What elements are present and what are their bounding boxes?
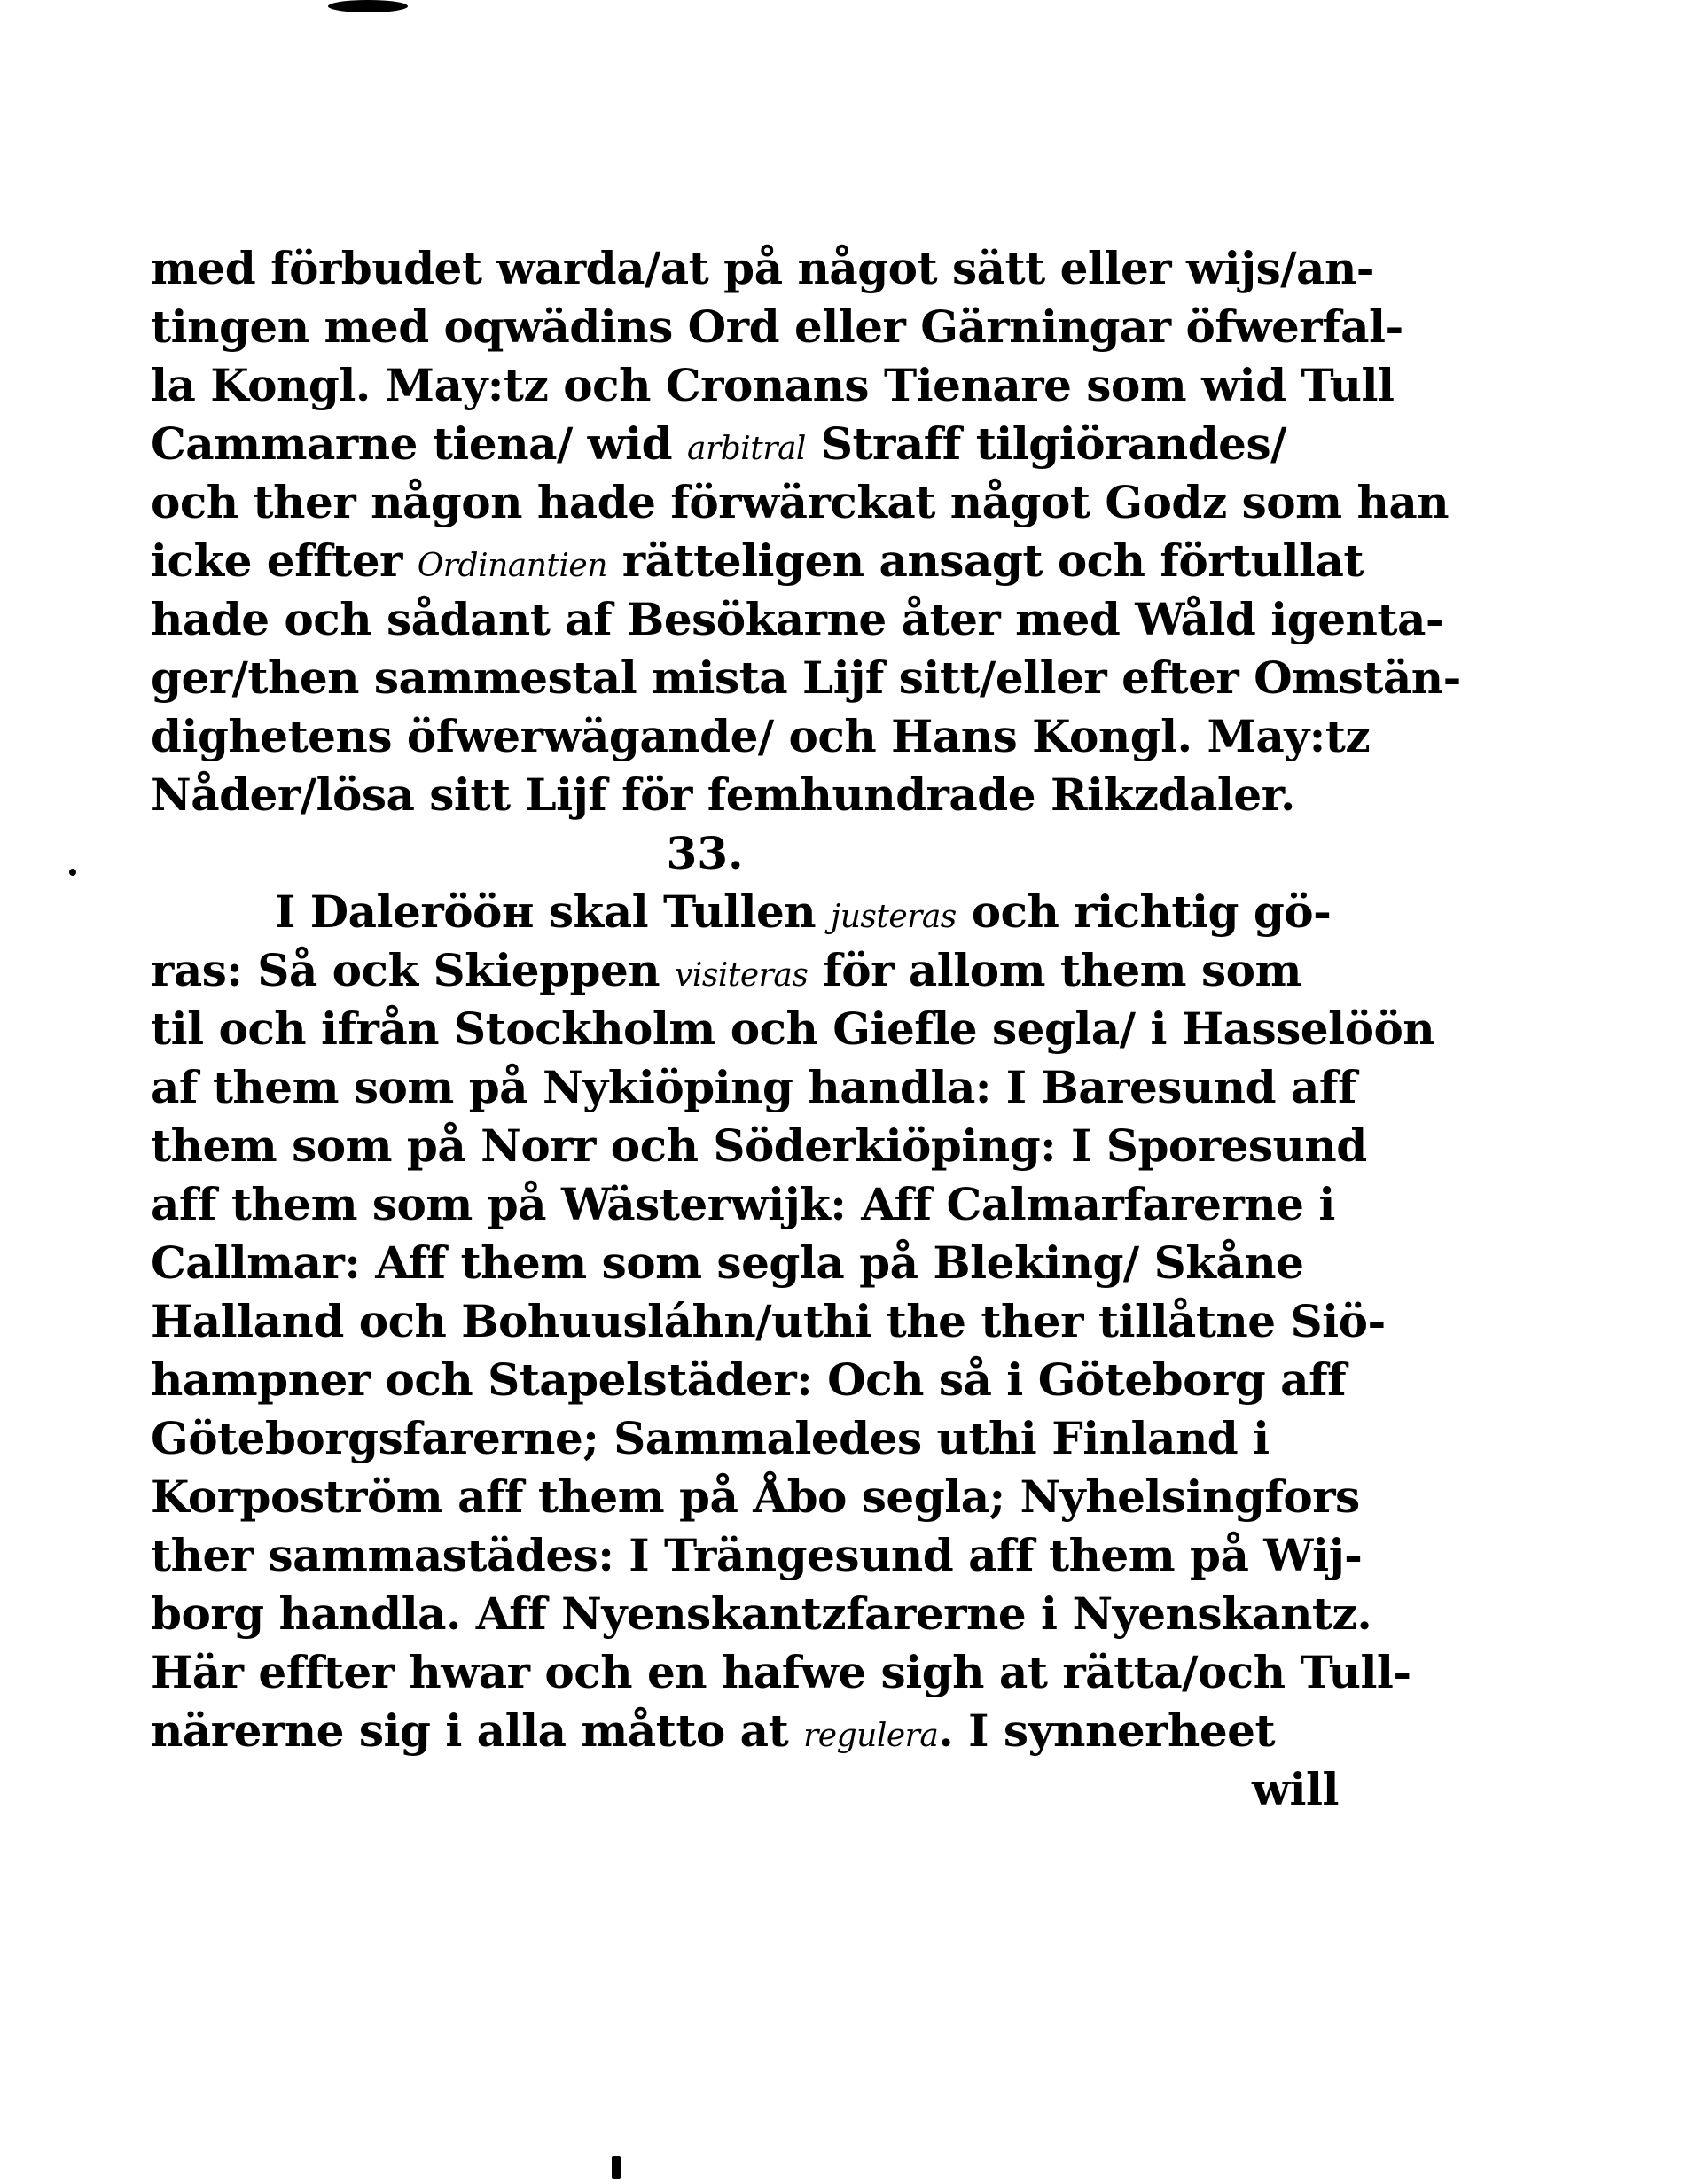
text-line [151,1468,1360,1526]
text-segment: Göteborgsfarerne; Sammaledes uthi Finland i [151,1412,1270,1464]
text-line [151,766,1339,824]
italic-term: regulera [803,1718,939,1754]
text-segment: la Kongl. May:tz och Cronans Tienare som wid Tull [151,359,1395,411]
text-segment: och ther någon hade förwärckat något Godz som han [151,476,1450,528]
text-line [151,707,1371,766]
text-segment: för allom them som [808,944,1301,996]
text-line [151,883,1339,941]
text-segment: . I synnerheet [938,1704,1276,1757]
text-line [151,1058,1356,1117]
italic-term: arbitral [687,431,806,467]
text-line [151,239,1375,298]
text-segment: med förbudet warda/at på något sätt eller wijs/an- [151,242,1375,294]
text-line [151,415,1339,473]
text-line [151,1351,1347,1409]
text-segment: af them som på Nykiöping handla: I Baresund aff [151,1061,1356,1113]
text-line [151,1000,1435,1058]
text-line [151,1117,1367,1175]
text-block [151,239,1461,1819]
ink-blot-top [328,0,408,12]
text-segment: dighetens öfwerwägande/ och Hans Kongl. May:tz [151,710,1371,762]
text-segment: hampner och Stapelstäder: Och så i Göteborg aff [151,1353,1347,1406]
text-line [151,1585,1372,1643]
text-segment: rätteligen ansagt och förtullat [606,534,1364,587]
text-line [151,1175,1339,1234]
text-segment: och richtig gö- [956,885,1332,938]
ink-speck-left [69,869,76,876]
text-line [151,298,1403,356]
text-segment: ras: Så ock Skieppen [151,944,676,996]
text-segment: Callmar: Aff them som segla på Bleking/ Skåne [151,1236,1304,1289]
text-segment: närerne sig i alla måtto at [151,1704,804,1757]
italic-term: visiteras [675,957,809,994]
text-line [151,1234,1339,1292]
text-segment: Här effter hwar och en hafwe sigh at rätta/och Tull- [151,1646,1411,1698]
text-segment: Nåder/lösa sitt Lijf för femhundrade Rikzdaler. [151,768,1295,821]
text-line [151,473,1450,532]
text-segment: aff them som på Wästerwijk: Aff Calmarfarerne i [151,1178,1335,1230]
italic-term: Ordinantien [417,548,607,584]
text-line [151,1292,1386,1351]
text-segment: Straff tilgiörandes/ [805,417,1286,470]
text-segment: icke effter [151,534,418,587]
text-line [151,941,1339,1000]
catchword: will [1251,1763,1339,1815]
text-segment: Cammarne tiena/ wid [151,417,688,470]
ink-mark-bottom [612,2156,621,2179]
section-number: 33. [666,827,744,879]
text-segment: Korpoström aff them på Åbo segla; Nyhelsingfors [151,1470,1360,1523]
text-line [151,590,1444,649]
paragraph-32 [151,239,1461,824]
text-segment: Halland och Bohuusláhn/uthi the ther tillåtne Siö- [151,1295,1386,1347]
text-line [151,532,1364,590]
italic-term: justeras [831,899,957,935]
text-line [151,1702,1339,1760]
text-line [151,356,1395,415]
text-line [151,1643,1411,1702]
text-segment: tingen med oqwädins Ord eller Gärningar öfwerfal- [151,300,1403,353]
paragraph-33 [151,883,1435,1760]
text-segment: I Dalerööн skal Tullen [275,885,832,938]
text-segment: ther sammastädes: I Trängesund aff them på Wij- [151,1529,1363,1581]
text-segment: ger/then sammestal mista Lijf sitt/eller efter Omstän- [151,651,1461,704]
text-segment: them som på Norr och Söderkiöping: I Sporesund [151,1119,1367,1172]
text-segment: til och ifrån Stockholm och Giefle segla/ i Hasselöön [151,1002,1435,1055]
text-line [151,1526,1363,1585]
text-line [151,649,1461,707]
text-segment: borg handla. Aff Nyenskantzfarerne i Nyenskantz. [151,1587,1372,1640]
text-line [151,1409,1339,1468]
text-segment: hade och sådant af Besökarne åter med Wåld igenta- [151,593,1444,645]
